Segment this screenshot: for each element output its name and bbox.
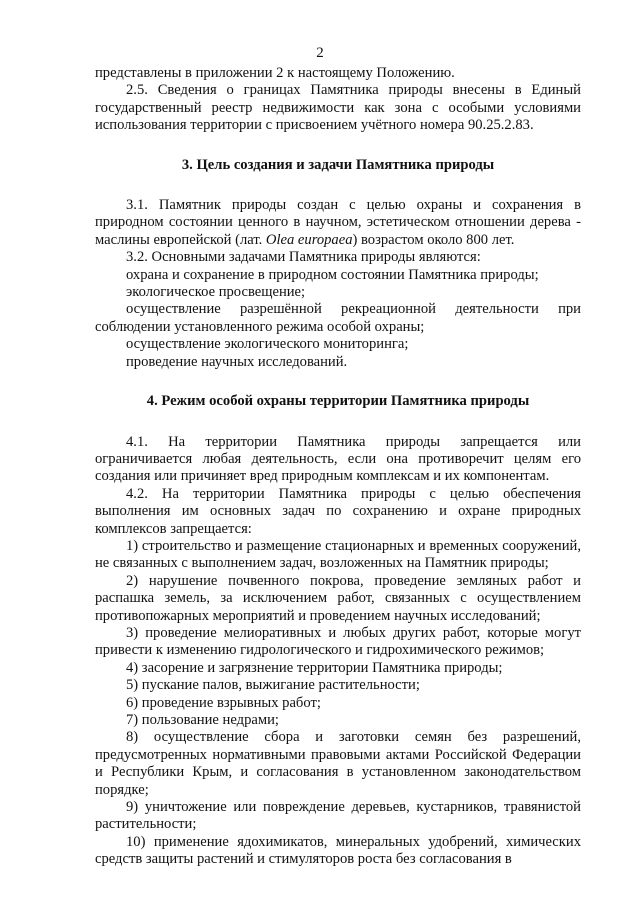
- paragraph-2-5: 2.5. Сведения о границах Памятника природы внесены в Единый государственный реестр недвижимости как зона с особыми условиями использования территории с присвоением учётного номера 90.25.2.83.: [95, 82, 581, 134]
- prohibition-item: 9) уничтожение или повреждение деревьев, кустарников, травянистой растительности;: [95, 799, 581, 833]
- paragraph-4-2: 4.2. На территории Памятника природы с целью обеспечения выполнения им основных задач по сохранению и охране природных комплексов запрещается:: [95, 485, 581, 537]
- prohibition-item: 4) засорение и загрязнение территории Памятника природы;: [126, 659, 503, 676]
- prohibition-item: 5) пускание палов, выжигание растительности;: [126, 677, 420, 694]
- task-item: экологическое просвещение;: [126, 284, 306, 301]
- task-item: осуществление разрешённой рекреационной деятельности при соблюдении установленного режима особой охраны;: [95, 301, 581, 335]
- section-3-heading: 3. Цель создания и задачи Памятника природы: [181, 156, 495, 173]
- prohibition-item: 2) нарушение почвенного покрова, проведение земляных работ и распашка земель, за исключением работ, связанных с осуществлением противопожарных мероприятий и проведением научных исследований;: [95, 572, 581, 624]
- paragraph-4-1: 4.1. На территории Памятника природы запрещается или ограничивается любая деятельность, если она противоречит целям его создания или причиняет вред природным комплексам и их компонентам.: [95, 433, 581, 485]
- paragraph-3-1: [95, 197, 581, 249]
- page-number: 2: [316, 45, 324, 61]
- prohibition-item: 1) строительство и размещение стационарных и временных сооружений, не связанных с выполнением задач, возложенных на Памятник природы;: [95, 537, 581, 572]
- intro-line: представлены в приложении 2 к настоящему Положению.: [95, 65, 455, 81]
- task-item: осуществление экологического мониторинга;: [126, 336, 409, 353]
- paragraph-3-2: 3.2. Основными задачами Памятника природы являются:: [126, 249, 481, 266]
- prohibition-item: 7) пользование недрами;: [126, 712, 279, 728]
- paragraph-3-1-text-b: ) возрастом около 800 лет.: [352, 231, 515, 248]
- task-item: проведение научных исследований.: [126, 353, 348, 370]
- document-body: [95, 65, 581, 869]
- latin-name: Olea europaea: [265, 231, 353, 248]
- task-item: охрана и сохранение в природном состоянии Памятника природы;: [126, 266, 539, 283]
- prohibition-item: 8) осуществление сбора и заготовки семян без разрешений, предусмотренных нормативными правовыми актами Российской Федерации и Республики Крым, и согласования в установленном законодательством порядке;: [95, 729, 581, 798]
- prohibition-item: 3) проведение мелиоративных и любых других работ, которые могут привести к изменению гидрологического и гидрохимического режимов;: [95, 624, 581, 659]
- section-4-heading: 4. Режим особой охраны территории Памятника природы: [146, 393, 530, 410]
- paragraph-3-1-text-a: 3.1. Памятник природы создан с целью охраны и сохранения в природном состоянии ценного в научном, эстетическом отношении дерева - маслины европейской (лат.: [95, 197, 581, 248]
- prohibition-item: 6) проведение взрывных работ;: [126, 694, 321, 711]
- prohibition-item: 10) применение ядохимикатов, минеральных удобрений, химических средств защиты растений и стимуляторов роста без согласования в: [95, 833, 581, 868]
